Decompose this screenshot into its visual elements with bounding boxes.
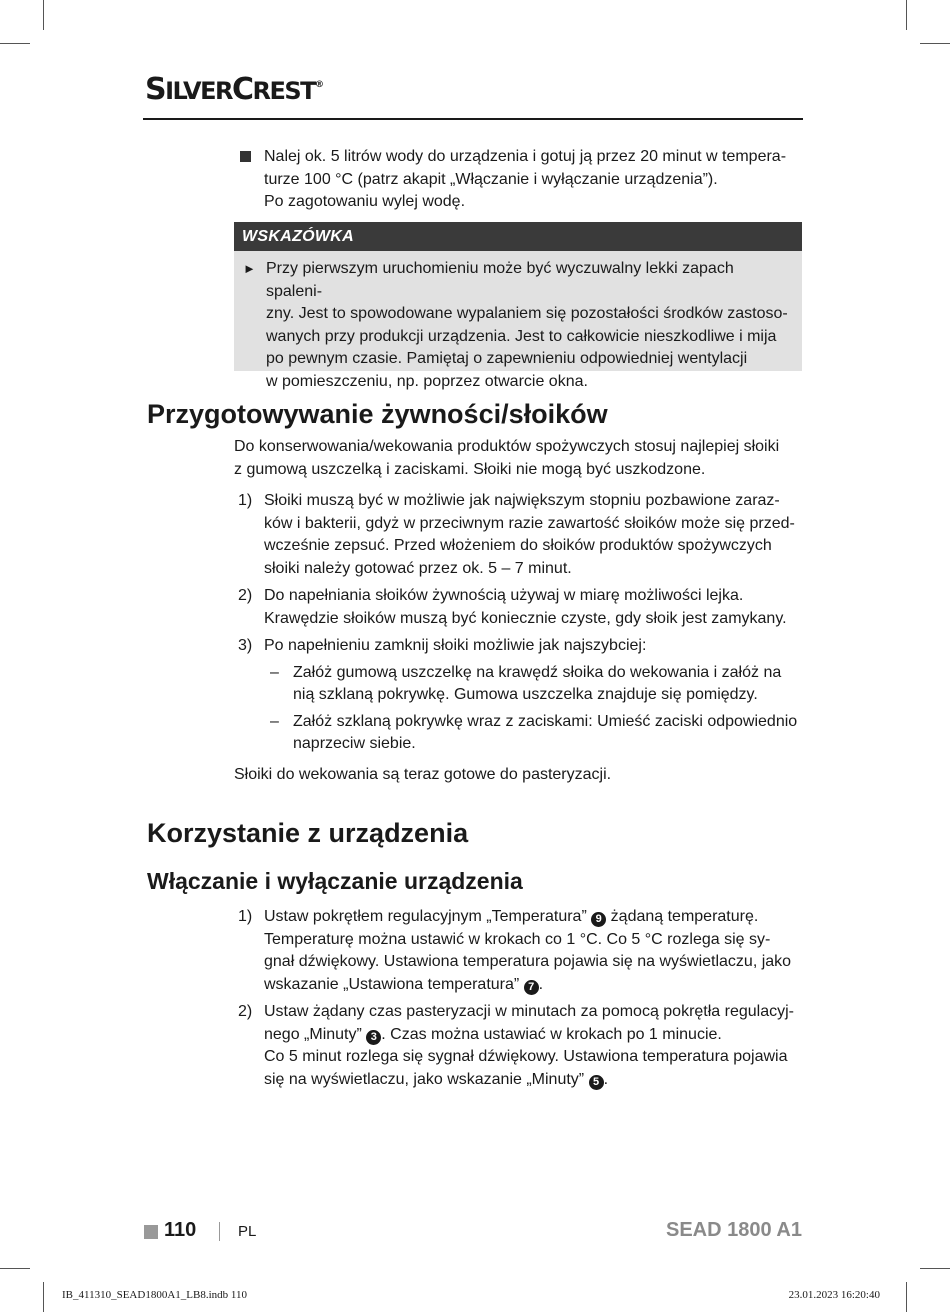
item-line: się na wyświetlaczu, jako wskazanie „Minuty” 5 . <box>264 1070 609 1088</box>
item-line: Ustaw żądany czas pasteryzacji w minutach za pomocą pokrętła regulacyj- <box>264 1003 795 1020</box>
note-title: WSKAZÓWKA <box>234 222 802 251</box>
item-line: Do napełniania słoików żywnością używaj w miarę możliwości lejka. <box>264 587 744 604</box>
paragraph-line: Do konserwowania/wekowania produktów spożywczych stosuj najlepiej słoiki <box>234 438 780 455</box>
crop-mark <box>920 43 950 44</box>
item-line: wskazanie „Ustawiona temperatura” 7 . <box>264 975 544 993</box>
list-item <box>238 1001 802 1091</box>
crop-mark <box>920 1268 950 1269</box>
preparation-list <box>238 490 802 761</box>
section-closing: Słoiki do wekowania są teraz gotowe do pasteryzacji. <box>234 766 612 783</box>
reference-number-icon: 5 <box>589 1075 604 1090</box>
sub-list-item <box>238 662 802 707</box>
item-number: 1) <box>238 492 253 509</box>
dash-bullet-icon: – <box>270 712 279 730</box>
dash-bullet-icon: – <box>270 663 279 681</box>
item-line: Krawędzie słoików muszą być koniecznie czyste, gdy słoik jest zamykany. <box>264 609 787 627</box>
list-item <box>238 490 802 580</box>
note-line: zny. Jest to spowodowane wypalaniem się pozostałości środków zastoso- <box>266 305 788 322</box>
paragraph-line: z gumową uszczelką i zaciskami. Słoiki nie mogą być uszkodzone. <box>234 460 706 478</box>
note-line: wanych przy produkcji urządzenia. Jest to całkowicie nieszkodliwe i mija <box>266 327 777 345</box>
crop-mark <box>43 0 44 30</box>
list-item <box>238 635 802 756</box>
section-heading: Przygotowywanie żywności/słoików <box>147 399 608 429</box>
bullet-line: turze 100 °C (patrz akapit „Włączanie i wyłączanie urządzenia”). <box>264 170 718 188</box>
item-line: nego „Minuty” 3 . Czas można ustawiać w krokach po 1 minucie. <box>264 1025 722 1043</box>
crop-mark <box>0 43 30 44</box>
item-line: naprzeciw siebie. <box>293 735 416 752</box>
page-number: 110 <box>164 1219 197 1241</box>
item-line: Co 5 minut rozlega się sygnał dźwiękowy. Ustawiona temperatura pojawia <box>264 1048 788 1065</box>
section-intro <box>234 436 802 481</box>
note-line: w pomieszczeniu, np. poprzez otwarcie okna. <box>266 372 588 390</box>
note-body <box>234 251 802 393</box>
item-line: gnał dźwiękowy. Ustawiona temperatura pojawia się na wyświetlaczu, jako <box>264 953 792 970</box>
print-slug-datetime: 23.01.2023 16:20:40 <box>788 1289 880 1301</box>
item-number: 1) <box>238 908 253 925</box>
item-line: Ustaw pokrętłem regulacyjnym „Temperatura” 9 żądaną temperaturę. <box>264 908 759 925</box>
footer-square-icon <box>144 1225 158 1239</box>
header-rule <box>143 118 803 120</box>
reference-number-icon: 9 <box>591 912 606 927</box>
item-number: 3) <box>238 637 253 654</box>
sub-list-item <box>238 711 802 756</box>
bullet-line: Nalej ok. 5 litrów wody do urządzenia i gotuj ją przez 20 minut w tempera- <box>264 148 787 165</box>
language-code: PL <box>238 1223 257 1240</box>
operation-list <box>238 906 802 1096</box>
item-line: wcześnie zepsuć. Przed włożeniem do słoików produktów spożywczych <box>264 537 772 554</box>
note-line: po pewnym czasie. Pamiętaj o zapewnieniu odpowiedniej wentylacji <box>266 350 748 367</box>
item-line: Słoiki muszą być w możliwie jak największym stopniu pozbawione zaraz- <box>264 492 780 509</box>
subsection-heading: Włączanie i wyłączanie urządzenia <box>147 868 523 894</box>
item-line: nią szklaną pokrywkę. Gumowa uszczelka znajduje się pomiędzy. <box>293 686 758 703</box>
intro-bullet <box>240 146 802 214</box>
crop-mark <box>906 0 907 30</box>
footer-divider <box>219 1222 220 1241</box>
item-line: Po napełnieniu zamknij słoiki możliwie jak najszybciej: <box>264 637 647 654</box>
crop-mark <box>0 1268 30 1269</box>
item-line: słoiki należy gotować przez ok. 5 – 7 minut. <box>264 559 572 577</box>
list-item <box>238 906 802 996</box>
item-line: Temperaturę można ustawić w krokach co 1 °C. Co 5 °C rozlega się sy- <box>264 930 771 948</box>
item-line: ków i bakterii, gdyż w przeciwnym razie zawartość słoików może się przed- <box>264 514 795 532</box>
reference-number-icon: 3 <box>366 1030 381 1045</box>
print-slug-file: IB_411310_SEAD1800A1_LB8.indb 110 <box>62 1289 247 1301</box>
reference-number-icon: 7 <box>524 980 539 995</box>
model-name: SEAD 1800 A1 <box>666 1219 802 1241</box>
section-heading: Korzystanie z urządzenia <box>147 818 469 848</box>
brand-logo: SILVERCREST® <box>145 72 325 107</box>
item-line: Załóż gumową uszczelkę na krawędź słoika do wekowania i załóż na <box>293 663 782 681</box>
item-line: Załóż szklaną pokrywkę wraz z zaciskami: Umieść zaciski odpowiednio <box>293 712 798 730</box>
item-number: 2) <box>238 587 253 604</box>
square-bullet-icon <box>240 151 251 162</box>
bullet-line: Po zagotowaniu wylej wodę. <box>264 193 466 210</box>
arrow-right-icon: ► <box>243 261 256 276</box>
note-line: Przy pierwszym uruchomieniu może być wyczuwalny lekki zapach spaleni- <box>266 260 734 300</box>
item-number: 2) <box>238 1003 253 1020</box>
crop-mark <box>43 1282 44 1312</box>
note-box <box>234 222 802 390</box>
list-item <box>238 585 802 630</box>
crop-mark <box>906 1282 907 1312</box>
